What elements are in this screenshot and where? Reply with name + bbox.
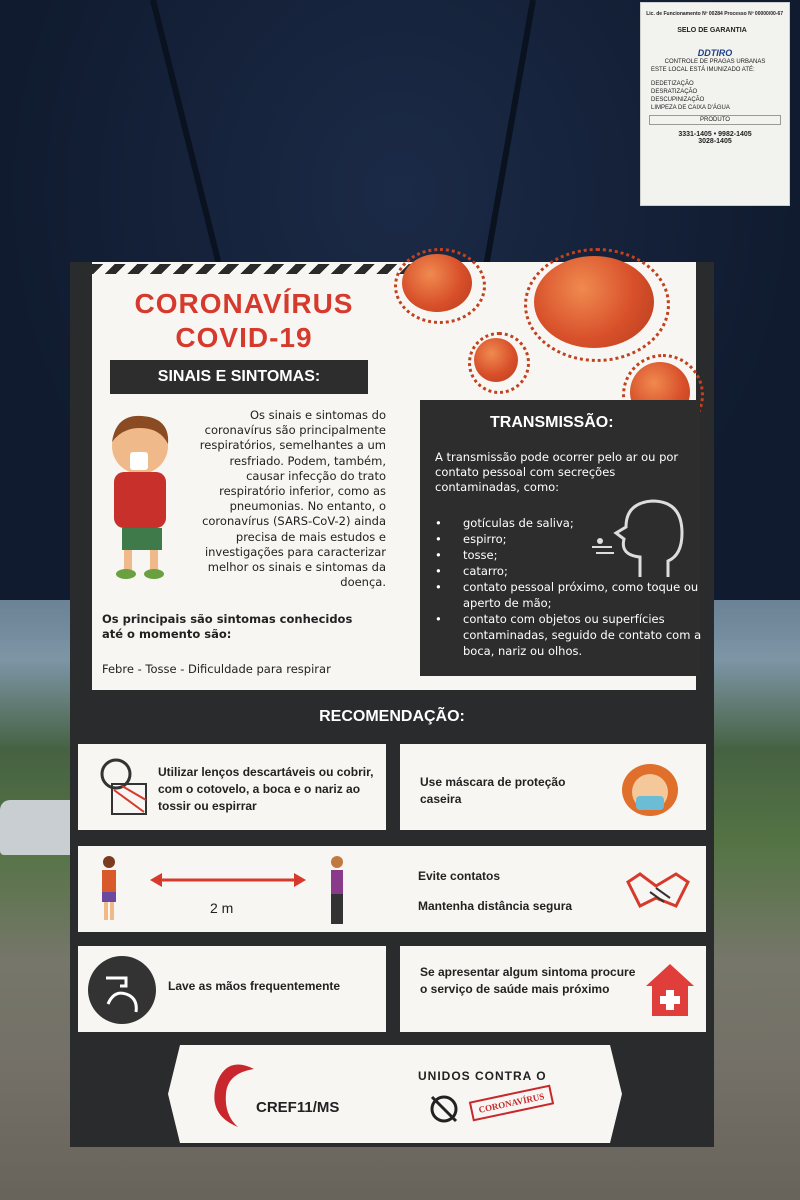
- mask-face-icon: [618, 758, 682, 818]
- footer-banner: [180, 1045, 610, 1143]
- transmissao-heading: TRANSMISSÃO:: [490, 414, 614, 431]
- cref-logo-icon: [204, 1055, 264, 1135]
- transmissao-list: • gotículas de saliva; • espirro; • tosse; • catarro; • contato pessoal próximo, como toque ou aperto de mão; • contato com objetos ou superfícies contaminadas, seguido de contato com a boca, nariz ou olhos.: [435, 516, 702, 658]
- poster-title-line1: CORONAVÍRUS: [134, 288, 354, 319]
- handshake-icon: [626, 868, 690, 912]
- guarantee-sticker: [640, 2, 790, 206]
- sticker-header: Lic. de Funcionamento Nº 00284 Processo Nº 00000/00-67: [646, 11, 783, 17]
- sticker-product: PRODUTO: [649, 115, 781, 125]
- hand-wash-icon: [86, 954, 158, 1026]
- list-item: tosse;: [463, 548, 498, 562]
- list-item: gotículas de saliva;: [463, 516, 574, 530]
- card-distancia: [78, 846, 706, 932]
- cref-label: CREF11/MS: [256, 1099, 340, 1116]
- card-maos-text: Lave as mãos frequentemente: [168, 979, 341, 993]
- poster-title-line2: COVID-19: [175, 322, 313, 353]
- virus-icon: [534, 256, 654, 348]
- virus-icon: [402, 254, 472, 312]
- card-mascara-text: Use máscara de proteção caseira: [420, 775, 566, 806]
- evite-text: Evite contatos: [418, 869, 501, 883]
- list-item: contato com objetos ou superfícies contaminadas, seguido de contato com a boca, nariz ou olhos.: [463, 612, 702, 658]
- transmissao-body: A transmissão pode ocorrer pelo ar ou por contato pessoal com secreções contaminadas, como:: [435, 450, 679, 494]
- sinais-heading: SINAIS E SINTOMAS:: [110, 360, 368, 394]
- unidos-text: UNIDOS CONTRA O: [418, 1069, 547, 1083]
- sticker-brand: DDTIRO: [697, 48, 733, 58]
- card-lencos-text: Utilizar lenços descartáveis ou cobrir, com o cotovelo, a boca e o nariz ao tossir ou espirrar: [158, 765, 374, 813]
- virus-outline-icon: [426, 1091, 462, 1127]
- card-lencos: [78, 744, 386, 830]
- distance-arrow-icon: [148, 870, 308, 890]
- sticker-service: DESRATIZAÇÃO: [651, 89, 698, 95]
- health-house-icon: [644, 962, 696, 1018]
- card-mascara: [400, 744, 706, 830]
- coronavirus-stamp: CORONAVÍRUS: [469, 1085, 554, 1122]
- recomendacao-heading: RECOMENDAÇÃO:: [319, 708, 465, 725]
- sticker-service: DESCUPINIZAÇÃO: [651, 97, 705, 103]
- breathing-head-icon: [590, 497, 690, 582]
- reflected-car: [0, 800, 80, 855]
- principais-text: Os principais são sintomas conhecidos até o momento são:: [102, 612, 353, 641]
- sticker-title: SELO DE GARANTIA: [677, 27, 747, 34]
- covid-poster: [70, 262, 714, 1147]
- list-item: catarro;: [463, 564, 508, 578]
- card-sintoma-text: Se apresentar algum sintoma procure o serviço de saúde mais próximo: [420, 965, 636, 996]
- sticker-service: LIMPEZA DE CAIXA D'ÁGUA: [651, 105, 730, 111]
- sneeze-tissue-icon: [92, 754, 152, 820]
- virus-icon: [474, 338, 518, 382]
- sintomas-list: Febre - Tosse - Dificuldade para respirar: [102, 662, 331, 676]
- sick-child-illustration: [100, 412, 180, 582]
- sticker-phones: 3331-1405 • 9982-1405: [678, 131, 752, 138]
- sinais-body: Os sinais e sintomas do coronavírus são principalmente respiratórios, semelhantes a um resfriado. Podem, também, causar infecção do trato respiratório inferior, como as pneumonias. No entanto, o coronavírus (SARS-CoV-2) ainda precisa de mais estudos e investigações para caracterizar melhor os sinais e sintomas da doença.: [199, 408, 386, 590]
- sticker-notice: ESTE LOCAL ESTÁ IMUNIZADO ATÉ:: [651, 67, 755, 73]
- distance-label: 2 m: [210, 900, 234, 916]
- sticker-subtitle: CONTROLE DE PRAGAS URBANAS: [664, 59, 766, 65]
- mantenha-text: Mantenha distância segura: [418, 899, 573, 913]
- person-icon: [322, 854, 352, 928]
- list-item: contato pessoal próximo, como toque ou aperto de mão;: [463, 580, 699, 610]
- card-sintoma: [400, 946, 706, 1032]
- card-maos: [78, 946, 386, 1032]
- list-item: espirro;: [463, 532, 507, 546]
- sticker-service: DEDETIZAÇÃO: [651, 81, 694, 87]
- person-icon: [94, 854, 124, 924]
- sticker-phone2: 3028-1405: [698, 138, 732, 145]
